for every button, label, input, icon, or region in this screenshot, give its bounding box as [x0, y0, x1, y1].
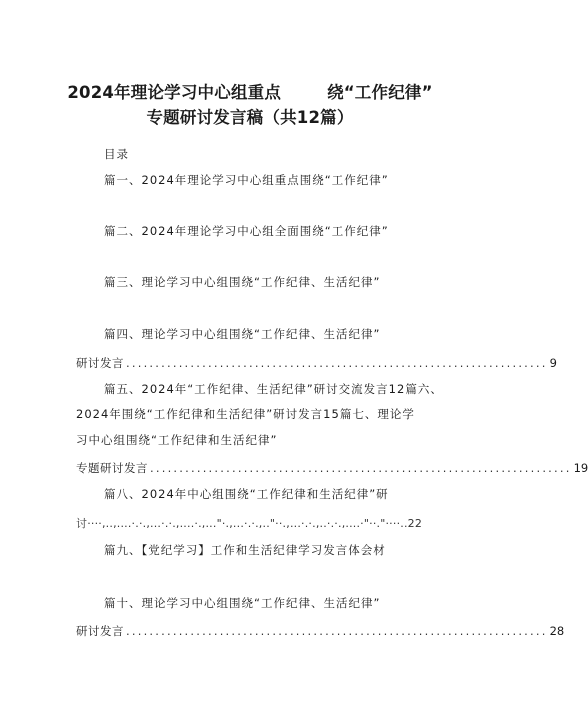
toc-item-7-text: 专题研讨发言 [76, 461, 148, 475]
toc-item-10[interactable]: 篇十、理论学习中心组围绕“工作纪律、生活纪律” [104, 596, 381, 610]
toc-item-4-page: 9 [549, 356, 557, 370]
toc-item-8[interactable]: 篇八、2024年中心组围绕“工作纪律和生活纪律”研 [104, 487, 389, 501]
dot-leader: ........................................................................ [150, 461, 572, 475]
toc-item-5-line-1[interactable]: 篇五、2024年“工作纪律、生活纪律”研讨交流发言12篇六、 [104, 382, 443, 396]
toc-item-4[interactable]: 篇四、理论学习中心组围绕“工作纪律、生活纪律” [104, 327, 381, 341]
toc-item-2[interactable]: 篇二、2024年理论学习中心组全面围绕“工作纪律” [104, 224, 389, 238]
toc-heading: 目录 [104, 147, 129, 161]
toc-item-5-line-3[interactable]: 习中心组围绕“工作纪律和生活纪律” [76, 433, 278, 447]
document-title-line-1 [0, 79, 500, 103]
toc-item-7-page: 19 [573, 461, 588, 475]
toc-item-10-entry[interactable] [76, 623, 565, 639]
title-part-1: 2024年理论学习中心组重点 [67, 83, 282, 102]
toc-item-4-entry[interactable] [76, 355, 557, 371]
toc-item-4-text: 研讨发言 [76, 356, 124, 370]
toc-item-5-line-2[interactable]: 2024年围绕“工作纪律和生活纪律”研讨发言15篇七、理论学 [76, 407, 415, 421]
toc-item-9[interactable]: 篇九、【党纪学习】工作和生活纪律学习发言体会材 [104, 543, 386, 557]
document-title-line-2: 专题研讨发言稿（共12篇） [146, 108, 354, 127]
toc-item-8-entry[interactable]: 讨····,..,....·.·.,...·.·.,....·.,..."·.,...·.·.,.."··.,...·.·.,..·.·.,....·"··."····..22 [76, 517, 423, 530]
dot-leader: ........................................................................ [126, 624, 548, 638]
toc-item-7-entry[interactable] [76, 460, 588, 476]
toc-item-3[interactable]: 篇三、理论学习中心组围绕“工作纪律、生活纪律” [104, 275, 381, 289]
title-part-2: 绕“工作纪律” [327, 83, 433, 102]
dot-leader: ........................................................................ [126, 356, 548, 370]
toc-item-1[interactable]: 篇一、2024年理论学习中心组重点围绕“工作纪律” [104, 173, 389, 187]
toc-item-10-page: 28 [549, 624, 565, 638]
toc-item-10-text: 研讨发言 [76, 624, 124, 638]
